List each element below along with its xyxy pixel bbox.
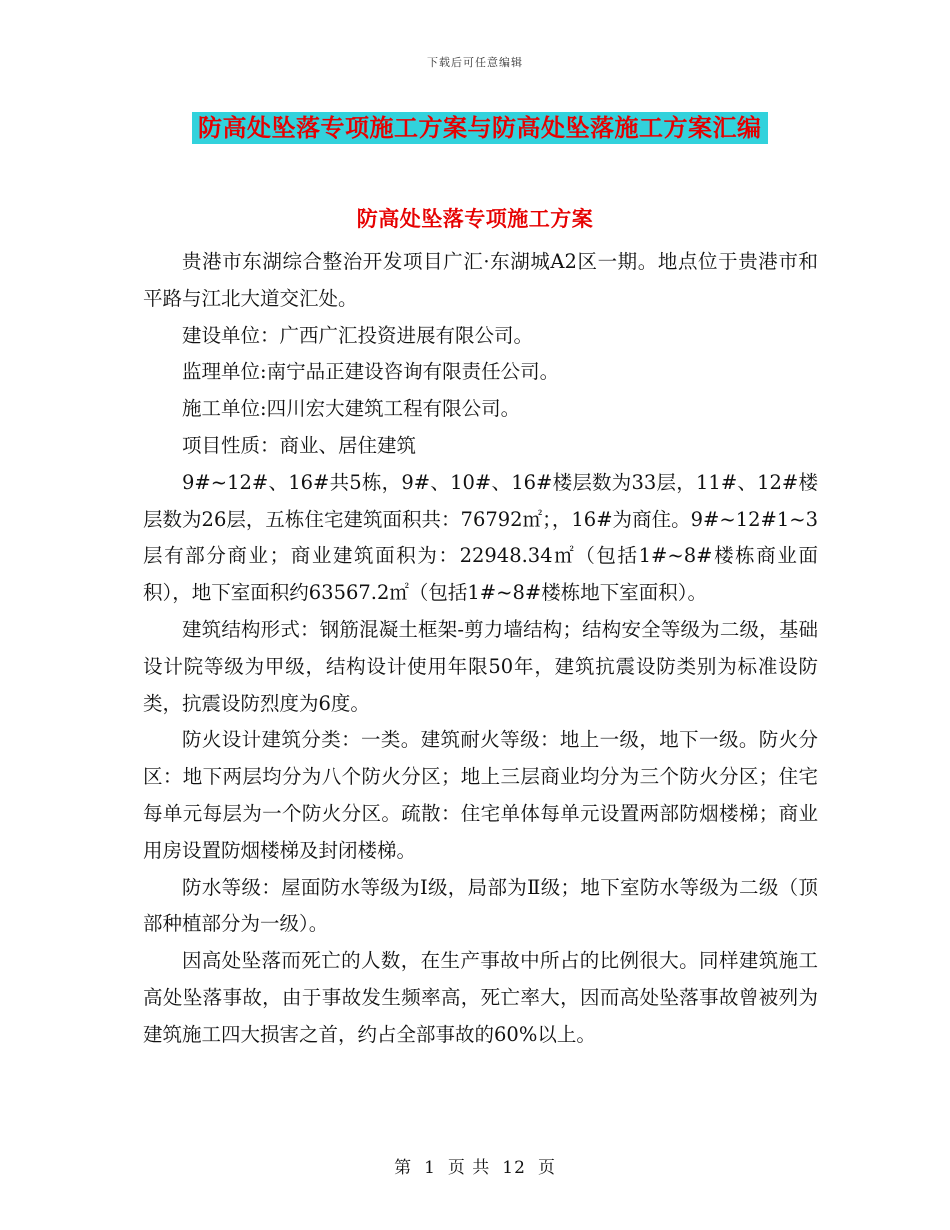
main-title: 防高处坠落专项施工方案与防高处坠落施工方案汇编 bbox=[192, 112, 768, 144]
footer-mid: 页 共 bbox=[447, 1158, 491, 1178]
section-title: 防高处坠落专项施工方案 bbox=[356, 206, 594, 231]
paragraph-contractor: 施工单位:四川宏大建筑工程有限公司。 bbox=[182, 397, 521, 421]
paragraph-construction-unit: 建设单位：广西广汇投资进展有限公司。 bbox=[182, 323, 534, 347]
paragraph-building-areas: 9#~12#、16#共5栋，9#、10#、16#楼层数为33层，11#、12#楼层数为26层，五栋住宅建筑面积共：76792㎡；，16#为商住。9#~12#1~3层有部分商业；商业建筑面积为：22948.34㎡（包括1#~8#楼栋商业面积），地下室面积约63567.2㎡（包括1#~8#楼栋地下室面积）。 bbox=[143, 470, 818, 605]
paragraph-project-nature: 项目性质：商业、居住建筑 bbox=[182, 433, 417, 457]
body-text bbox=[143, 244, 818, 1054]
paragraph-waterproofing: 防水等级：屋面防水等级为Ⅰ级，局部为Ⅱ级；地下室防水等级为二级（顶部种植部分为一级）。 bbox=[143, 875, 818, 936]
header-note: 下载后可任意编辑 bbox=[427, 56, 523, 69]
page-footer bbox=[0, 1153, 950, 1178]
footer-prefix: 第 bbox=[394, 1158, 413, 1178]
paragraph-fire-design: 防火设计建筑分类：一类。建筑耐火等级：地上一级，地下一级。防火分区：地下两层均分为八个防火分区；地上三层商业均分为三个防火分区；住宅每单元每层为一个防火分区。疏散：住宅单体每单元设置两部防烟楼梯；商业用房设置防烟楼梯及封闭楼梯。 bbox=[143, 728, 818, 862]
footer-page-number: 1 bbox=[424, 1158, 436, 1178]
paragraph-structure: 建筑结构形式：钢筋混凝土框架-剪力墙结构；结构安全等级为二级，基础设计院等级为甲级，结构设计使用年限50年，建筑抗震设防类别为标准设防类，抗震设防烈度为6度。 bbox=[143, 617, 818, 715]
footer-total-pages: 12 bbox=[502, 1158, 526, 1178]
footer-suffix: 页 bbox=[537, 1158, 556, 1178]
paragraph-supervision-unit: 监理单位:南宁品正建设咨询有限责任公司。 bbox=[182, 360, 560, 384]
paragraph-project-intro: 贵港市东湖综合整治开发项目广汇·东湖城A2区一期。地点位于贵港市和平路与江北大道交汇处。 bbox=[143, 250, 818, 310]
paragraph-fall-accidents: 因高处坠落而死亡的人数，在生产事故中所占的比例很大。同样建筑施工高处坠落事故，由于事故发生频率高，死亡率大，因而高处坠落事故曾被列为建筑施工四大损害之首，约占全部事故的60%以上。 bbox=[143, 949, 818, 1046]
